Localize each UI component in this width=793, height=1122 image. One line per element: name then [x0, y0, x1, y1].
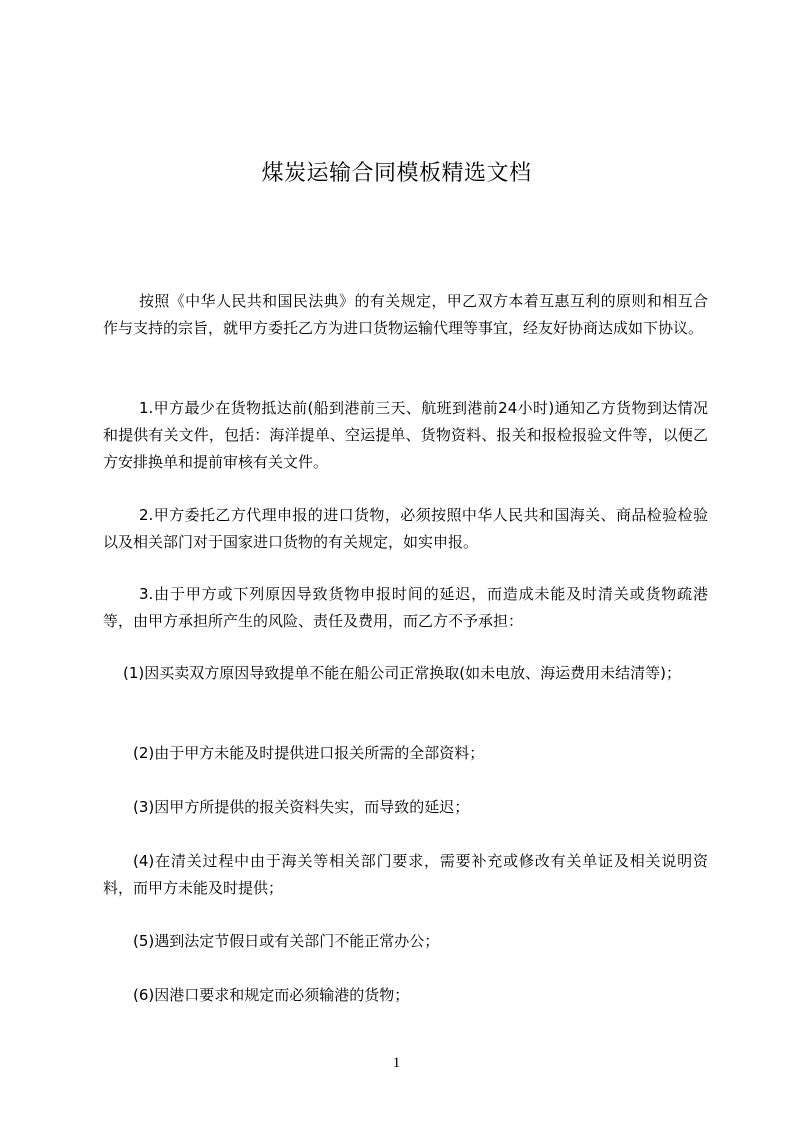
paragraph-item-6: (6)因港口要求和规定而必须输港的货物；	[133, 986, 410, 1004]
paragraph-item-4: (4)在清关过程中由于海关等相关部门要求，需要补充或修改有关单证及相关说明资料，而甲方未能及时提供；	[103, 852, 708, 897]
paragraph-item-3: (3)因甲方所提供的报关资料失实，而导致的延迟；	[133, 798, 470, 816]
paragraph-clause-2: 2.甲方委托乙方代理申报的进口货物，必须按照中华人民共和国海关、商品检验检验以及相关部门对于国家进口货物的有关规定，如实申报。	[103, 506, 708, 551]
paragraph-item-5: (5)遇到法定节假日或有关部门不能正常办公；	[133, 932, 440, 950]
paragraph-clause-3: 3.由于甲方或下列原因导致货物申报时间的延迟，而造成未能及时清关或货物疏港等，由甲方承担所产生的风险、责任及费用，而乙方不予承担：	[103, 585, 708, 630]
paragraph-item-2: (2)由于甲方未能及时提供进口报关所需的全部资料；	[133, 744, 485, 762]
page-number: 1	[392, 1055, 401, 1071]
paragraph-intro: 按照《中华人民共和国民法典》的有关规定，甲乙双方本着互惠互利的原则和相互合作与支持的宗旨，就甲方委托乙方为进口货物运输代理等事宜，经友好协商达成如下协议。	[103, 292, 708, 337]
paragraph-item-1: (1)因买卖双方原因导致提单不能在船公司正常换取(如未电放、海运费用未结清等)；	[123, 664, 681, 682]
paragraph-clause-1: 1.甲方最少在货物抵达前(船到港前三天、航班到港前24小时)通知乙方货物到达情况和提供有关文件，包括：海洋提单、空运提单、货物资料、报关和报检报验文件等，以便乙方安排换单和提前审核有关文件。	[103, 399, 708, 471]
document-title: 煤炭运输合同模板精选文档	[261, 160, 532, 186]
